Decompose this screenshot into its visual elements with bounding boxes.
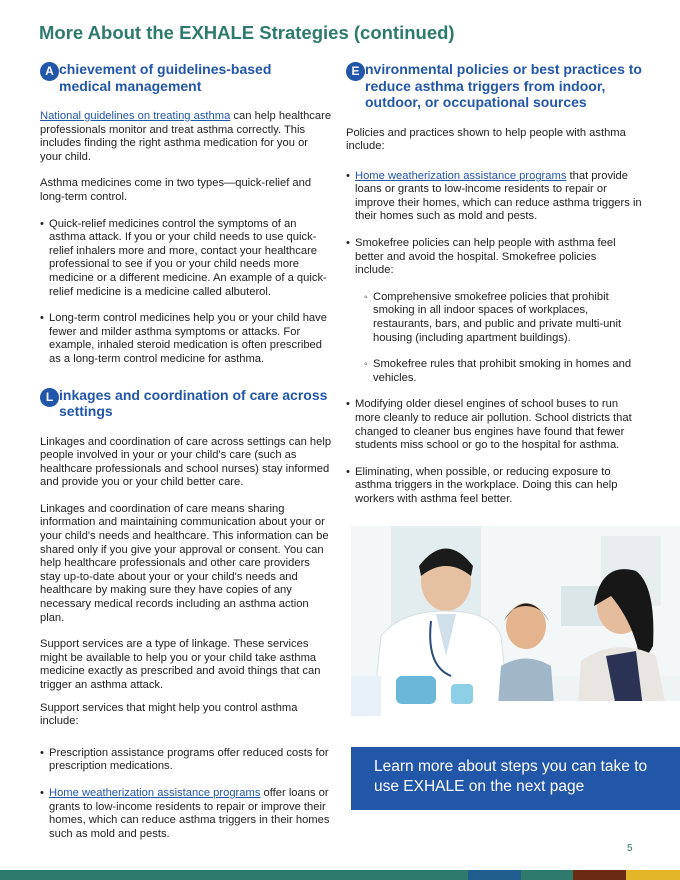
list-item: • Long-term control medicines help you or your child have fewer and milder asthma symptoms or attacks. For example, inhaled steroid medication is often prescribed as a long-term control medicine for asthma. bbox=[40, 312, 332, 366]
section-e-title-rest: reduce asthma triggers from indoor, outdoor, or occupational sources bbox=[365, 77, 606, 110]
sub-list-item: ◦ Smokefree rules that prohibit smoking in homes and vehicles. bbox=[364, 358, 642, 385]
section-e-bullets bbox=[346, 170, 642, 507]
list-item: • Prescription assistance programs offer reduced costs for prescription medications. bbox=[40, 747, 332, 774]
footer-segment bbox=[626, 870, 680, 880]
footer-color-bar bbox=[0, 870, 680, 880]
section-a-badge: A bbox=[40, 62, 59, 81]
right-column bbox=[346, 61, 642, 520]
section-l-title-rest: settings bbox=[59, 403, 113, 419]
list-item-text: that provide loans or grants to low-income residents to repair or improve their homes, which can reduce asthma triggers in their homes such as mold and pests. bbox=[355, 169, 642, 223]
page-number: 5 bbox=[627, 843, 633, 854]
section-l-heading bbox=[40, 387, 332, 420]
section-a-para-1 bbox=[40, 110, 332, 164]
section-a-title-rest: medical management bbox=[59, 77, 202, 94]
section-e-heading bbox=[346, 61, 642, 111]
photo-illustration bbox=[351, 526, 680, 732]
list-item bbox=[346, 237, 642, 385]
section-l-badge: L bbox=[40, 388, 59, 407]
section-l-para-3: Support services are a type of linkage. These services might be available to help you or your child take asthma medicine exactly as prescribed and avoid things that can trigger an asthma attack. bbox=[40, 638, 321, 691]
next-page-callout: Learn more about steps you can take to use EXHALE on the next page bbox=[351, 747, 680, 810]
footer-segment bbox=[0, 870, 468, 880]
list-item-text: offer loans or grants to low-income residents to repair or improve their homes, which can reduce asthma triggers in their homes such as mold and pests. bbox=[49, 786, 330, 840]
section-a-bullets bbox=[40, 218, 332, 367]
national-guidelines-link[interactable]: National guidelines on treating asthma bbox=[40, 110, 231, 122]
list-item: • Eliminating, when possible, or reducing exposure to asthma triggers in the workplace. Doing this can help workers with asthma feel better. bbox=[346, 466, 642, 507]
home-weatherization-link[interactable]: Home weatherization assistance programs bbox=[355, 169, 567, 182]
section-a-title-first: chievement of guidelines-based bbox=[59, 61, 272, 77]
left-column bbox=[40, 61, 332, 854]
section-a-para-1-text: can help healthcare professionals monitor and treat asthma correctly. This includes finding the right asthma medication for you or your child. bbox=[40, 110, 332, 163]
section-a-heading bbox=[40, 61, 332, 94]
section-l-title-first: inkages and coordination of care across bbox=[59, 386, 328, 403]
footer-segment bbox=[573, 870, 626, 880]
page-title: More About the EXHALE Strategies (continued) bbox=[39, 22, 455, 43]
section-e-intro: Policies and practices shown to help people with asthma include: bbox=[346, 126, 626, 153]
section-e-title-first: nvironmental policies or best practices to bbox=[365, 61, 642, 77]
smokefree-sub-bullets bbox=[355, 291, 642, 386]
sub-list-item: ◦ Comprehensive smokefree policies that prohibit smoking in all indoor spaces of workplaces, restaurants, bars, and public and private multi-unit housing (including apartment buildings). bbox=[364, 291, 642, 345]
list-item-text: • Smokefree policies can help people with asthma feel better and avoid the hospital. Smokefree policies include: bbox=[355, 237, 616, 277]
footer-segment bbox=[521, 870, 573, 880]
section-e-badge: E bbox=[346, 62, 365, 81]
section-a-para-2: Asthma medicines come in two types—quick-relief and long-term control. bbox=[40, 177, 312, 203]
section-a-title bbox=[59, 61, 271, 94]
section-l-para-2: Linkages and coordination of care means sharing information and maintaining communication about your or your child's needs and healthcare. This information can be shared only if you give your approval or consent. You can help healthcare professionals and other care providers stay up-to-date about your or your child's needs and healthcare by making sure they have copies of any necessary medical records including an asthma action plan. bbox=[40, 502, 329, 624]
section-e-title bbox=[365, 61, 642, 111]
list-item bbox=[40, 787, 332, 841]
list-item bbox=[346, 170, 642, 224]
list-item: • Quick-relief medicines control the symptoms of an asthma attack. If you or your child needs to use quick-relief inhalers more and more, contact your healthcare professional to see if you or your child needs more medicine or a different medicine. An example of a quick-relief medicine is a medicine called albuterol. bbox=[40, 218, 332, 300]
footer-segment bbox=[468, 870, 521, 880]
section-l-title bbox=[59, 387, 327, 420]
section-l-para-1: Linkages and coordination of care across settings can help people involved in your or your child's care (such as healthcare professionals and school nurses) stay informed and provide you or your child better care. bbox=[40, 435, 332, 489]
doctor-child-photo bbox=[351, 526, 680, 732]
section-l-bullets bbox=[40, 747, 332, 842]
section-l-para-4: Support services that might help you control asthma include: bbox=[40, 701, 298, 728]
home-weatherization-link[interactable]: Home weatherization assistance programs bbox=[49, 786, 261, 799]
list-item: • Modifying older diesel engines of school buses to run more cleanly to reduce air pollution. School districts that changed to cleaner bus engines have found that fewer students miss school or go to the hospital for asthma. bbox=[346, 398, 642, 452]
